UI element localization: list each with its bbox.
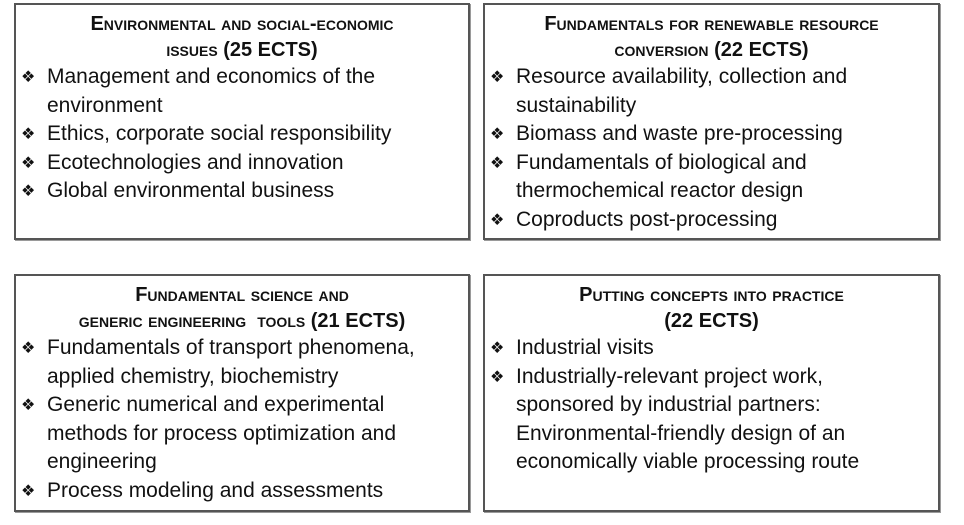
list-item	[487, 63, 938, 120]
four-diamond-bullet-icon: ❖	[490, 152, 505, 172]
four-diamond-bullet-icon: ❖	[490, 209, 505, 229]
list-item	[487, 206, 938, 235]
list-item-line: sponsored by industrial partners:	[516, 393, 821, 416]
box-environmental-social-economic	[14, 3, 470, 240]
list-item-line: Industrial visits	[516, 336, 654, 359]
four-diamond-bullet-icon: ❖	[21, 124, 36, 143]
box-title-line-2: issues (25 ECTS)	[166, 39, 318, 61]
list-item-line: Biomass and waste pre-processing	[516, 122, 843, 145]
list-item-line: sustainability	[516, 93, 637, 117]
box-title	[16, 11, 468, 63]
list-item-text	[516, 149, 938, 206]
list-item-text	[516, 363, 938, 477]
four-diamond-bullet-icon: ❖	[21, 338, 36, 357]
four-diamond-bullet-icon: ❖	[490, 124, 505, 143]
list-item	[487, 120, 938, 149]
box-fundamental-science-engineering-tools	[14, 274, 470, 512]
list-item-text	[516, 206, 938, 235]
list-item-text	[47, 149, 468, 178]
list-item-line: Generic numerical and experimental	[47, 393, 385, 416]
list-item-line: Management and economics of the	[47, 65, 376, 88]
box-title-line-1: Fundamentals for renewable resource	[544, 13, 879, 35]
list-item	[487, 334, 938, 363]
box-title-line-2: conversion (22 ECTS)	[614, 39, 809, 61]
list-item-text	[47, 391, 468, 477]
list-item-line: thermochemical reactor design	[516, 179, 804, 202]
list-item	[18, 177, 468, 206]
box-title	[485, 11, 938, 63]
list-item	[18, 477, 468, 506]
list-item-line: environment	[47, 93, 163, 117]
bullet-list	[485, 334, 938, 477]
list-item-text	[47, 177, 468, 206]
list-item-text	[516, 334, 938, 363]
four-diamond-bullet-icon: ❖	[490, 67, 505, 86]
list-item-line: Ethics, corporate social responsibility	[47, 122, 392, 145]
list-item-line: Ecotechnologies and innovation	[47, 150, 344, 174]
four-diamond-bullet-icon: ❖	[21, 480, 36, 500]
box-title	[485, 282, 938, 334]
list-item	[18, 334, 468, 391]
list-item-text	[47, 120, 468, 149]
list-item	[18, 63, 468, 120]
list-item-text	[47, 63, 468, 120]
list-item-line: Environmental-friendly design of an	[516, 421, 846, 445]
list-item-text	[516, 63, 938, 120]
list-item-text	[516, 120, 938, 149]
bullet-list	[16, 334, 468, 505]
box-putting-concepts-into-practice	[483, 274, 940, 512]
box-title-line-1: Putting concepts into practice	[579, 284, 844, 306]
list-item-line: Fundamentals of transport phenomena,	[47, 336, 415, 359]
box-title-line-2: generic engineering tools (21 ECTS)	[78, 310, 406, 332]
box-title-line-1: Fundamental science and	[135, 284, 349, 306]
list-item-line: Resource availability, collection and	[516, 65, 848, 88]
list-item	[18, 120, 468, 149]
list-item-line: Industrially-relevant project work,	[516, 364, 823, 388]
list-item	[18, 391, 468, 477]
four-diamond-bullet-icon: ❖	[21, 181, 36, 200]
list-item-line: Fundamentals of biological and	[516, 150, 807, 174]
four-diamond-bullet-icon: ❖	[490, 338, 505, 357]
list-item-line: applied chemistry, biochemistry	[47, 364, 339, 388]
four-diamond-bullet-icon: ❖	[490, 366, 505, 386]
box-title-line-2: (22 ECTS)	[664, 310, 759, 332]
list-item-text	[47, 334, 468, 391]
list-item	[487, 149, 938, 206]
list-item	[18, 149, 468, 178]
list-item-line: economically viable processing route	[516, 450, 860, 473]
box-title	[16, 282, 468, 334]
four-diamond-bullet-icon: ❖	[21, 67, 36, 86]
four-diamond-bullet-icon: ❖	[21, 152, 36, 172]
list-item-line: engineering	[47, 450, 157, 473]
list-item-line: Global environmental business	[47, 179, 335, 202]
box-renewable-resource-conversion	[483, 3, 940, 240]
list-item	[487, 363, 938, 477]
list-item-line: methods for process optimization and	[47, 421, 397, 445]
list-item-line: Process modeling and assessments	[47, 478, 384, 502]
four-diamond-bullet-icon: ❖	[21, 395, 36, 414]
list-item-line: Coproducts post-processing	[516, 207, 778, 231]
list-item-text	[47, 477, 468, 506]
box-title-line-1: Environmental and social-economic	[90, 13, 394, 35]
bullet-list	[485, 63, 938, 234]
bullet-list	[16, 63, 468, 206]
